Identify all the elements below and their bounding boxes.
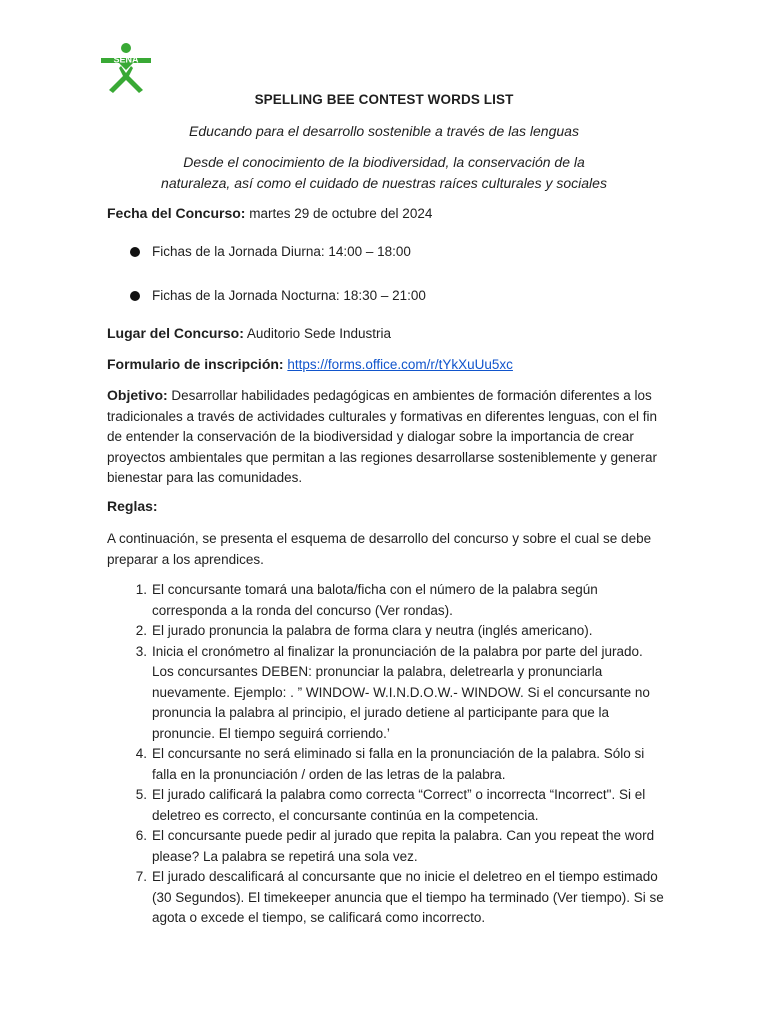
- list-item-text: El jurado calificará la palabra como correcta “Correct” o incorrecta “Incorrect". Si el deletreo es correcto, el concursante continúa en la competencia.: [152, 787, 646, 823]
- document-tagline: Desde el conocimiento de la biodiversidad, la conservación de la naturaleza, así como el cuidado de nuestras raíces culturales y sociales: [161, 154, 607, 191]
- list-item-number: 3.: [135, 643, 147, 659]
- list-item: [107, 867, 667, 929]
- list-item-text: El concursante puede pedir al jurado que repita la palabra. Can you repeat the word please? La palabra se repetirá una sola vez.: [152, 828, 655, 864]
- contest-date: [107, 205, 432, 221]
- list-item-text: El jurado pronuncia la palabra de forma clara y neutra (inglés americano).: [152, 623, 593, 638]
- list-item-number: 2.: [135, 623, 147, 638]
- svg-text:SENA: SENA: [113, 54, 139, 65]
- schedule-day-text: Fichas de la Jornada Diurna: 14:00 – 18:00: [152, 244, 411, 259]
- contest-venue-value: Auditorio Sede Industria: [243, 326, 392, 341]
- sena-logo-graphic: [99, 42, 153, 94]
- list-item-number: 4.: [135, 746, 147, 761]
- registration-form-label: Formulario de inscripción:: [107, 356, 284, 372]
- contest-date-value: martes 29 de octubre del 2024: [245, 206, 433, 221]
- registration-form-link[interactable]: https://forms.office.com/r/tYkXuUu5xc: [287, 357, 513, 372]
- list-item: [107, 744, 667, 785]
- list-item-text: Inicia el cronómetro al finalizar la pronunciación de la palabra por parte del jurado. Los concursantes DEBEN: pronunciar la palabra, deletrearla y pronunciarla nuevamente. Ejemplo: . ” WINDOW- W.I.N.D.O.W.- WINDOW. Si el concursante no pronuncia la palabra al principio, el jurado detiene al participante para que la pronuncie. El tiempo seguirá corriendo.’: [152, 643, 650, 741]
- list-item: [107, 826, 667, 867]
- list-item: [107, 785, 667, 826]
- list-item-number: 6.: [135, 828, 147, 843]
- list-item-text: El jurado descalificará al concursante que no inicie el deletreo en el tiempo estimado (30 Segundos). El timekeeper anuncia que el tiempo ha terminado (Ver tiempo). Si se agota o excede el tiempo, se calificará como incorrecto.: [152, 869, 664, 925]
- objective-text: Desarrollar habilidades pedagógicas en ambientes de formación diferentes a los tradicionales a través de actividades culturales y formativas en diferentes lenguas, con el fin de entender la conservación de la biodiversidad y dialogar sobre la importancia de crear proyectos ambientales que permitan a las regiones desarrollarse sosteniblemente y generar bienestar para las comunidades.: [107, 388, 658, 485]
- contest-date-label: Fecha del Concurso:: [107, 205, 246, 221]
- objective-paragraph: [107, 385, 663, 489]
- objective-label: Objetivo:: [107, 387, 168, 403]
- registration-form: [107, 356, 513, 372]
- list-item-number: 7.: [135, 869, 147, 884]
- list-item: [107, 642, 667, 745]
- document-title: SPELLING BEE CONTEST WORDS LIST: [254, 92, 514, 107]
- contest-venue: [107, 325, 391, 341]
- bullet-icon: [130, 247, 140, 257]
- list-item-number: 5.: [135, 787, 147, 802]
- list-item: [107, 580, 667, 621]
- contest-venue-label: Lugar del Concurso:: [107, 325, 244, 341]
- rules-list: [107, 580, 667, 929]
- list-item-text: El concursante tomará una balota/ficha con el número de la palabra según corresponda a la ronda del concurso (Ver rondas).: [152, 582, 598, 618]
- schedule-night: [130, 288, 426, 303]
- sena-logo: [99, 42, 153, 94]
- schedule-night-text: Fichas de la Jornada Nocturna: 18:30 – 21:00: [152, 288, 426, 303]
- document-subtitle: Educando para el desarrollo sostenible a través de las lenguas: [189, 123, 579, 139]
- list-item-number: 1.: [135, 582, 147, 597]
- rules-intro: A continuación, se presenta el esquema de desarrollo del concurso y sobre el cual se debe preparar a los aprendices.: [107, 531, 652, 567]
- bullet-icon: [130, 291, 140, 301]
- list-item: [107, 621, 667, 642]
- schedule-day: [130, 244, 411, 259]
- rules-heading: Reglas:: [107, 498, 158, 514]
- list-item-text: El concursante no será eliminado si falla en la pronunciación de la palabra. Sólo si falla en la pronunciación / orden de las letras de la palabra.: [152, 746, 645, 782]
